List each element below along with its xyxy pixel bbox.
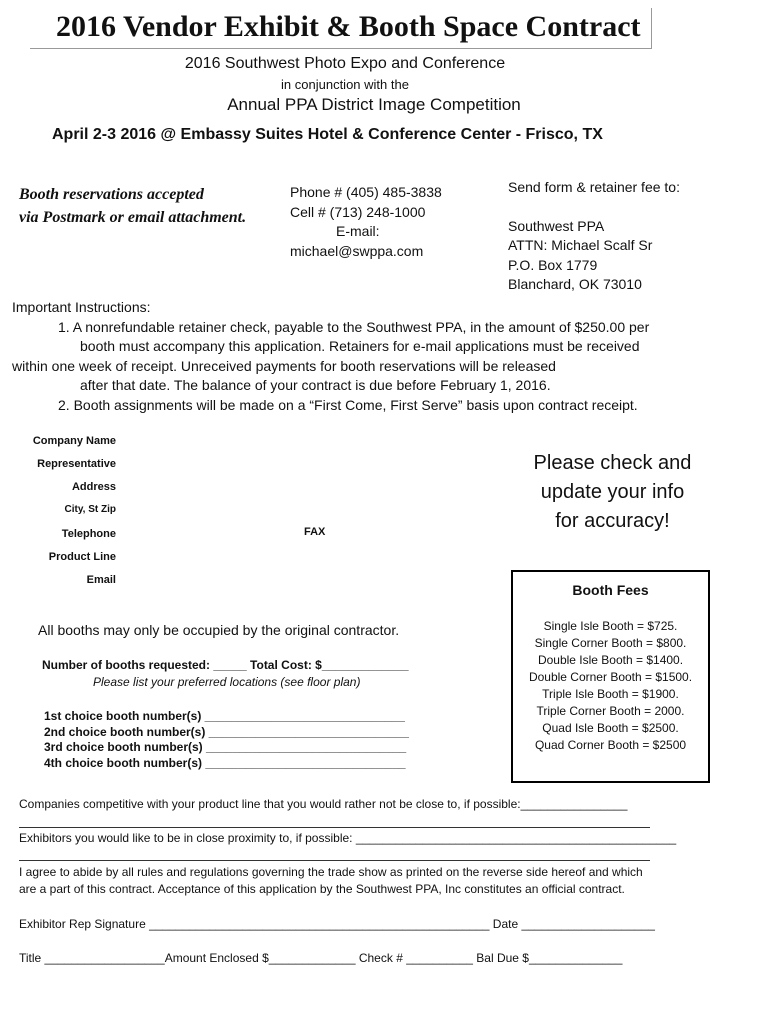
reservation-line-1: Booth reservations accepted bbox=[19, 186, 204, 203]
booth-fees-list bbox=[513, 618, 708, 754]
instructions bbox=[12, 298, 752, 415]
phone-number: Phone # (405) 485-3838 bbox=[290, 184, 442, 200]
telephone-label: Telephone bbox=[61, 528, 116, 540]
booths-requested-field[interactable]: Number of booths requested: _____ Total Cost: $_____________ bbox=[42, 658, 409, 672]
choice-field[interactable]: 1st choice booth number(s) ______________________________ bbox=[44, 709, 405, 723]
choice-field[interactable]: 3rd choice booth number(s) ______________________________ bbox=[44, 740, 407, 754]
choice-field[interactable]: 2nd choice booth number(s) ______________________________ bbox=[44, 724, 409, 739]
check-info-line: update your info bbox=[540, 481, 685, 503]
email-label: E-mail: bbox=[336, 223, 380, 239]
instruction-line: after that date. The balance of your contract is due before February 1, 2016. bbox=[80, 377, 551, 393]
send-to-attn: ATTN: Michael Scalf Sr bbox=[508, 237, 653, 253]
instruction-line: 1. A nonrefundable retainer check, payable to the Southwest PPA, in the amount of $250.00 per bbox=[58, 318, 650, 335]
event-name: 2016 Southwest Photo Expo and Conference bbox=[184, 55, 506, 72]
email-field-label: Email bbox=[86, 574, 116, 586]
payment-field[interactable]: Title __________________Amount Enclosed $_____________ Check # __________ Bal Due $______________ bbox=[19, 951, 623, 965]
occupancy-note: All booths may only be occupied by the original contractor. bbox=[38, 622, 400, 638]
conjunction-text: in conjunction with the bbox=[281, 77, 409, 92]
company-name-label: Company Name bbox=[32, 435, 116, 447]
contact-email[interactable]: michael@swppa.com bbox=[290, 242, 424, 259]
check-info-note bbox=[505, 449, 720, 536]
product-line-label: Product Line bbox=[48, 551, 116, 563]
address-label: Address bbox=[71, 481, 116, 493]
booth-fee-item: Single Isle Booth = $725. bbox=[543, 619, 678, 633]
divider-line bbox=[19, 860, 650, 861]
contact-info bbox=[290, 183, 442, 261]
choice-field[interactable]: 4th choice booth number(s) ______________________________ bbox=[44, 755, 406, 770]
booth-fee-item: Quad Isle Booth = $2500. bbox=[542, 721, 679, 735]
agreement-text bbox=[19, 864, 643, 898]
preferred-locations-note: Please list your preferred locations (see floor plan) bbox=[93, 675, 361, 689]
booth-fee-item: Quad Corner Booth = $2500 bbox=[534, 738, 687, 752]
proximity-field[interactable]: Exhibitors you would like to be in close proximity to, if possible: ________________________________________________ bbox=[19, 831, 677, 845]
check-info-line: Please check and bbox=[533, 452, 692, 474]
city-state-zip-label: City, St Zip bbox=[64, 504, 116, 515]
booth-fees-box bbox=[511, 570, 710, 783]
cell-number: Cell # (713) 248-1000 bbox=[290, 203, 426, 220]
instructions-heading: Important Instructions: bbox=[12, 299, 151, 315]
agreement-line: are a part of this contract. Acceptance of this application by the Southwest PPA, Inc constitutes an official contract. bbox=[19, 882, 625, 896]
instruction-line: within one week of receipt. Unreceived payments for booth reservations will be released bbox=[12, 357, 556, 374]
event-dateline: April 2-3 2016 @ Embassy Suites Hotel & Conference Center - Frisco, TX bbox=[52, 126, 603, 143]
booth-fee-item: Single Corner Booth = $800. bbox=[534, 636, 687, 650]
send-to-name: Southwest PPA bbox=[508, 217, 605, 234]
booth-fee-item: Double Corner Booth = $1500. bbox=[528, 670, 693, 684]
representative-label: Representative bbox=[37, 458, 116, 470]
reservation-line-2: via Postmark or email attachment. bbox=[19, 209, 247, 226]
booth-fee-item: Triple Isle Booth = $1900. bbox=[542, 687, 679, 701]
reservation-note bbox=[19, 183, 246, 229]
check-info-line: for accuracy! bbox=[555, 510, 670, 532]
instruction-line: booth must accompany this application. Retainers for e-mail applications must be received bbox=[80, 338, 640, 354]
fax-label: FAX bbox=[304, 526, 326, 538]
signature-field[interactable]: Exhibitor Rep Signature ___________________________________________________ Date ____________________ bbox=[19, 917, 655, 931]
booth-fee-item: Double Isle Booth = $1400. bbox=[537, 653, 684, 667]
send-to-city: Blanchard, OK 73010 bbox=[508, 276, 642, 292]
send-to-po-box: P.O. Box 1779 bbox=[508, 256, 598, 273]
page-title: 2016 Vendor Exhibit & Booth Space Contract bbox=[56, 10, 641, 43]
send-to-heading: Send form & retainer fee to: bbox=[508, 179, 680, 195]
instruction-line: 2. Booth assignments will be made on a “First Come, First Serve” basis upon contract receipt. bbox=[58, 396, 638, 413]
mailing-address bbox=[508, 178, 680, 295]
agreement-line: I agree to abide by all rules and regulations governing the trade show as printed on the reverse side hereof and which bbox=[19, 865, 643, 879]
competitors-field[interactable]: Companies competitive with your product line that you would rather not be close to, if possible:________________ bbox=[19, 797, 628, 811]
competition-name: Annual PPA District Image Competition bbox=[227, 95, 521, 114]
booth-fees-title: Booth Fees bbox=[572, 582, 649, 598]
booth-choices bbox=[44, 709, 409, 771]
booth-fee-item: Triple Corner Booth = 2000. bbox=[536, 704, 685, 718]
divider-line bbox=[19, 827, 650, 828]
